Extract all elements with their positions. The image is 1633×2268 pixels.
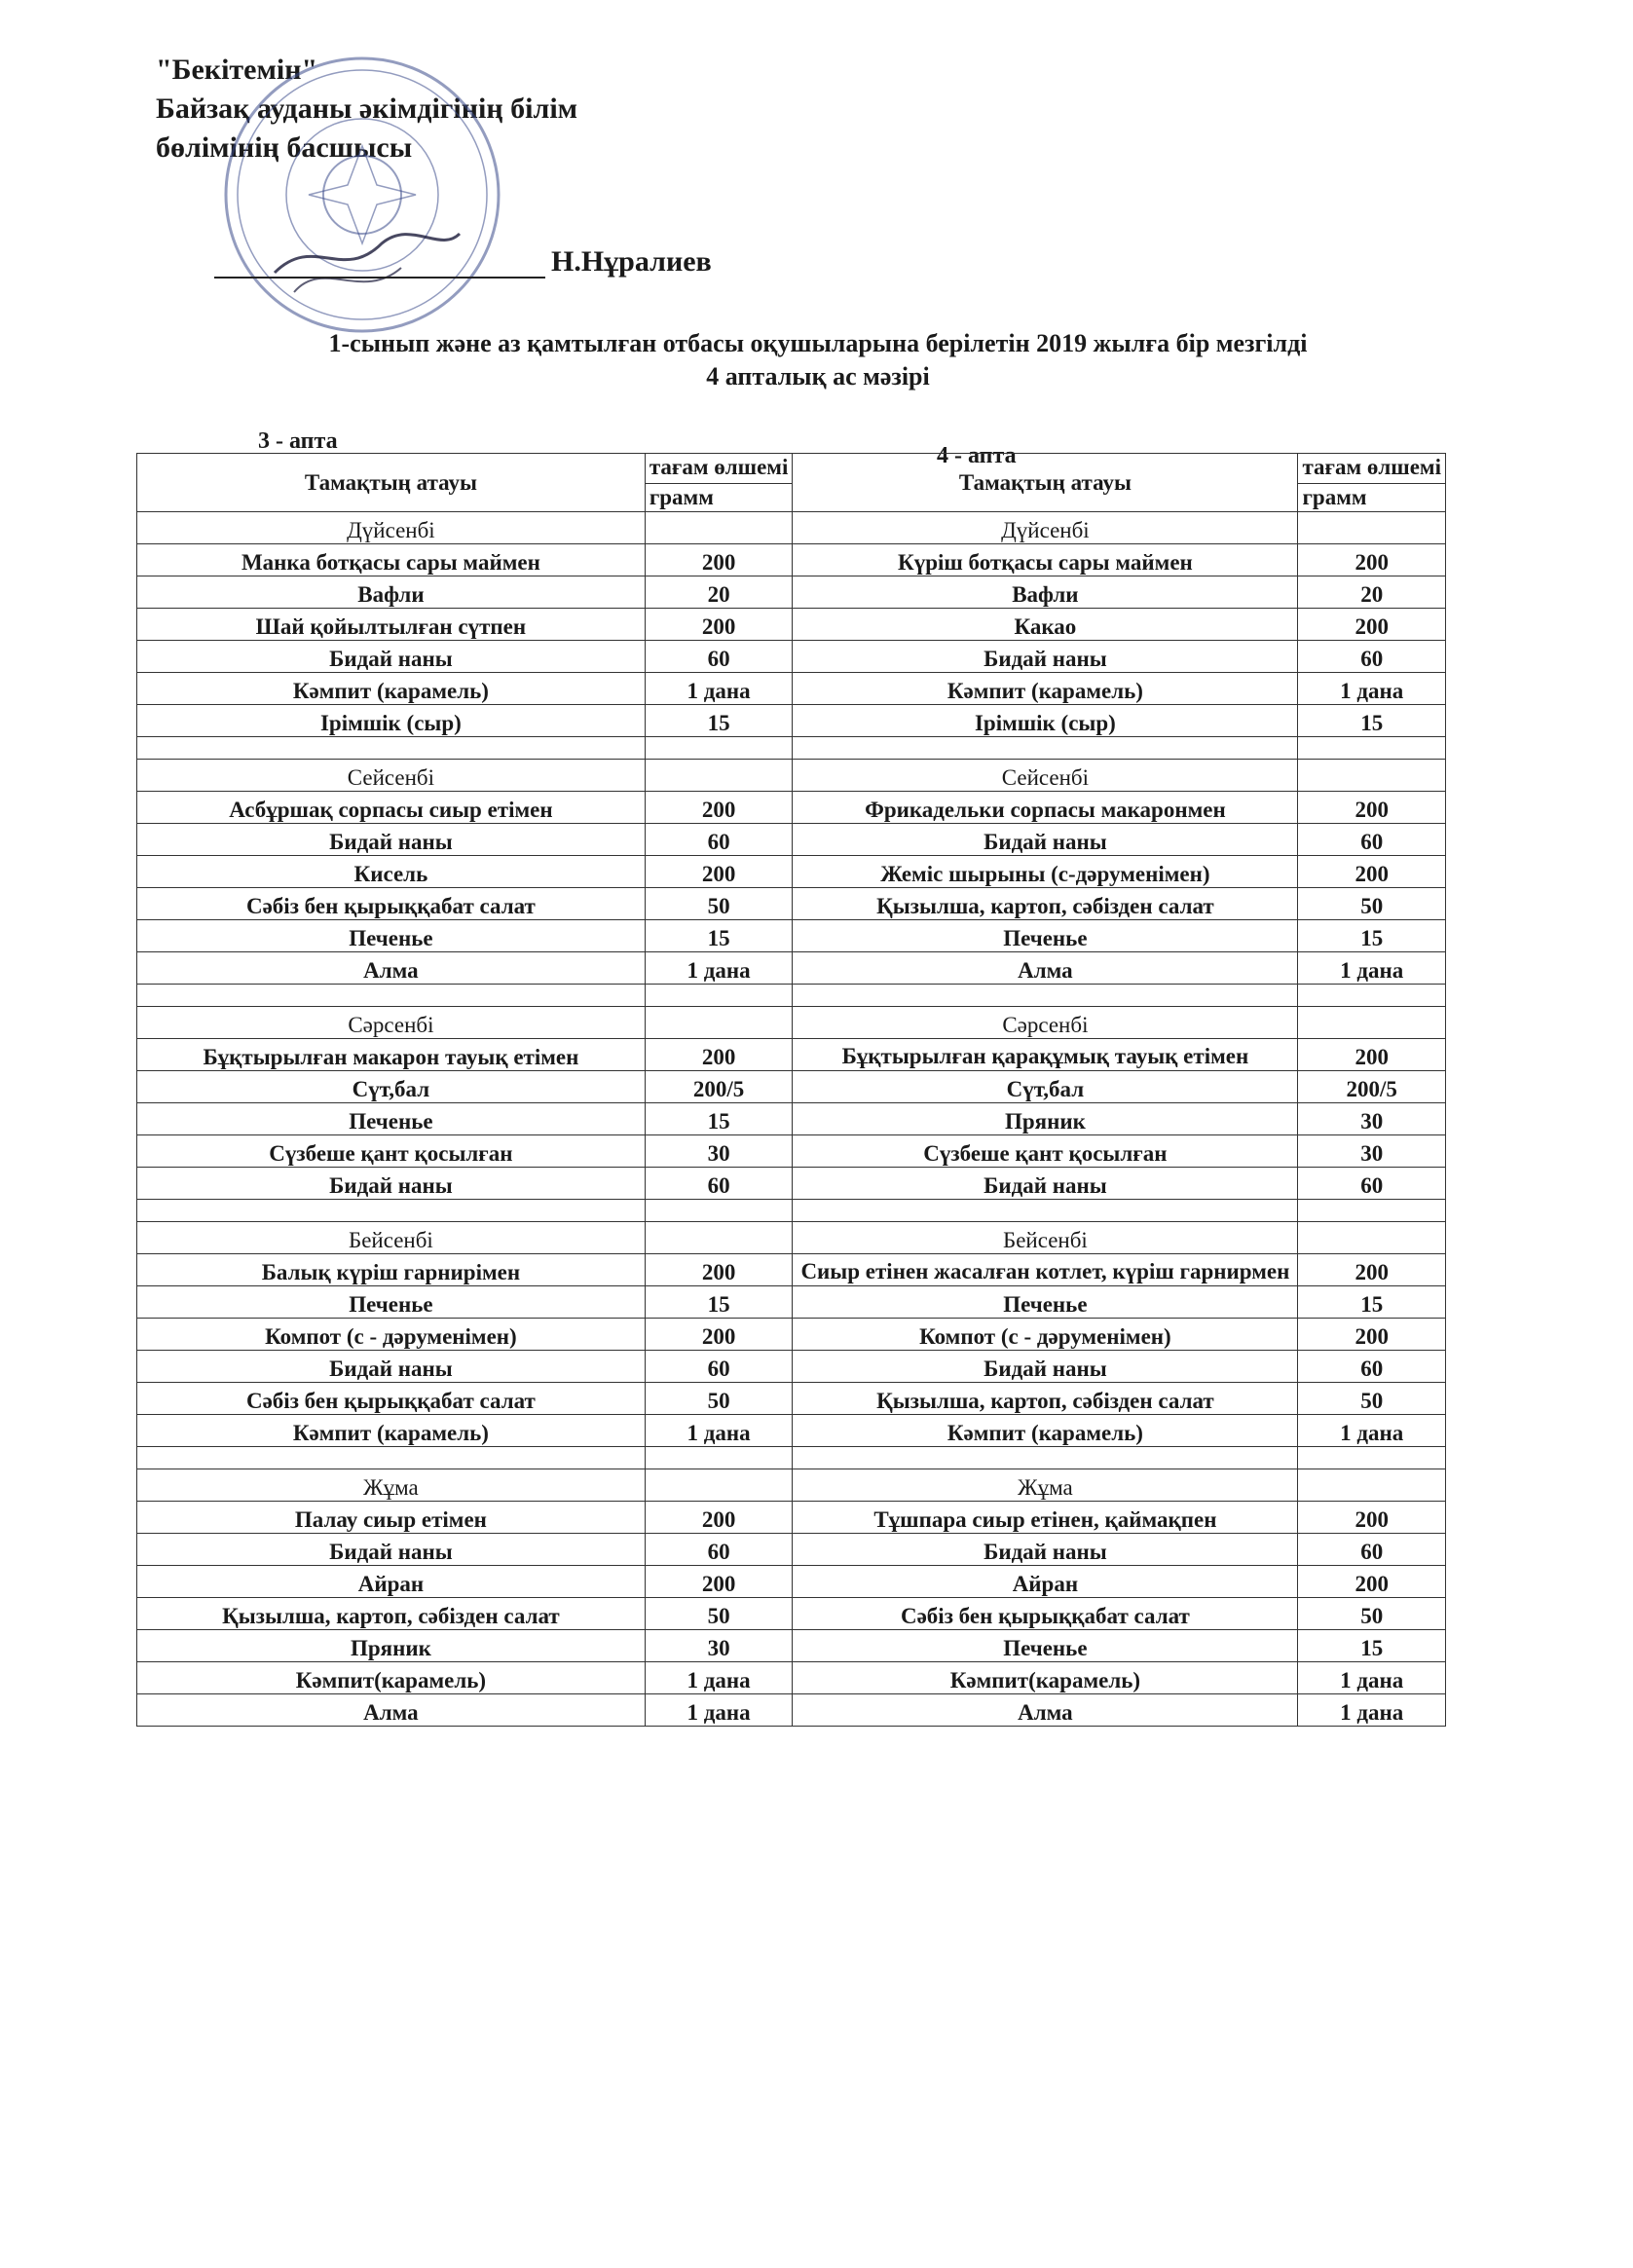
week4-dish-name: Бидай наны bbox=[793, 1351, 1298, 1383]
table-row bbox=[137, 824, 1446, 856]
empty-cell bbox=[645, 985, 793, 1007]
week3-dish-name: Сүт,бал bbox=[137, 1071, 646, 1103]
week3-dish-qty: 15 bbox=[645, 1103, 793, 1135]
signature-row bbox=[214, 245, 712, 279]
table-row bbox=[137, 1351, 1446, 1383]
week3-dish-qty: 15 bbox=[645, 1286, 793, 1319]
empty-cell bbox=[645, 512, 793, 544]
table-row bbox=[137, 1319, 1446, 1351]
official-seal-stamp bbox=[216, 49, 508, 341]
week3-dish-name: Шай қойылтылған сүтпен bbox=[137, 609, 646, 641]
spacer-row bbox=[137, 1447, 1446, 1469]
week4-dish-qty: 1 дана bbox=[1298, 673, 1446, 705]
week4-dish-name: Қызылша, картоп, сәбізден салат bbox=[793, 888, 1298, 920]
table-row bbox=[137, 1415, 1446, 1447]
week3-dish-name: Кисель bbox=[137, 856, 646, 888]
empty-cell bbox=[793, 1447, 1298, 1469]
week3-dish-qty: 20 bbox=[645, 576, 793, 609]
week4-dish-qty: 200 bbox=[1298, 1502, 1446, 1534]
week4-dish-name: Печенье bbox=[793, 1286, 1298, 1319]
empty-cell bbox=[1298, 1447, 1446, 1469]
week4-dish-qty: 50 bbox=[1298, 888, 1446, 920]
week4-label: 4 - апта bbox=[937, 443, 1017, 468]
week4-dish-name: Бұқтырылған қарақұмық тауық етімен bbox=[793, 1039, 1298, 1071]
week4-dish-name: Жеміс шырыны (с-дәруменімен) bbox=[793, 856, 1298, 888]
column-header-qty-unit: грамм bbox=[1298, 483, 1445, 511]
week4-dish-name: Компот (с - дәруменімен) bbox=[793, 1319, 1298, 1351]
week3-dish-qty: 30 bbox=[645, 1630, 793, 1662]
week4-dish-qty: 200/5 bbox=[1298, 1071, 1446, 1103]
empty-cell bbox=[645, 1007, 793, 1039]
spacer-row bbox=[137, 1200, 1446, 1222]
week3-dish-name: Балық күріш гарнирімен bbox=[137, 1254, 646, 1286]
week4-dish-name: Бидай наны bbox=[793, 824, 1298, 856]
week3-dish-qty: 50 bbox=[645, 1383, 793, 1415]
table-row bbox=[137, 1694, 1446, 1727]
week4-dish-qty: 1 дана bbox=[1298, 1694, 1446, 1727]
week3-dish-name: Печенье bbox=[137, 1286, 646, 1319]
week4-dish-qty: 1 дана bbox=[1298, 1415, 1446, 1447]
column-header-qty-label: тағам өлшемі bbox=[1302, 455, 1441, 479]
week4-dish-name: Бидай наны bbox=[793, 1534, 1298, 1566]
week3-dish-name: Вафли bbox=[137, 576, 646, 609]
week4-dish-qty: 60 bbox=[1298, 641, 1446, 673]
week3-dish-qty: 15 bbox=[645, 920, 793, 952]
table-row bbox=[137, 952, 1446, 985]
table-row bbox=[137, 576, 1446, 609]
week4-day-name: Бейсенбі bbox=[793, 1222, 1298, 1254]
column-header-name: Тамақтың атауы bbox=[137, 454, 646, 512]
week4-dish-name: Фрикадельки сорпасы макаронмен bbox=[793, 792, 1298, 824]
week3-dish-name: Манка ботқасы сары маймен bbox=[137, 544, 646, 576]
week4-dish-qty: 200 bbox=[1298, 1254, 1446, 1286]
week4-dish-qty: 50 bbox=[1298, 1598, 1446, 1630]
empty-cell bbox=[1298, 737, 1446, 760]
day-header-row bbox=[137, 1007, 1446, 1039]
week4-dish-name: Күріш ботқасы сары маймен bbox=[793, 544, 1298, 576]
day-header-row bbox=[137, 512, 1446, 544]
week3-dish-qty: 1 дана bbox=[645, 1662, 793, 1694]
table-row bbox=[137, 1630, 1446, 1662]
empty-cell bbox=[793, 737, 1298, 760]
week4-dish-name: Сүзбеше қант қосылған bbox=[793, 1135, 1298, 1168]
week4-dish-qty: 20 bbox=[1298, 576, 1446, 609]
week4-day-name: Жұма bbox=[793, 1469, 1298, 1502]
table-row bbox=[137, 1039, 1446, 1071]
week3-dish-qty: 1 дана bbox=[645, 952, 793, 985]
week4-dish-name: Сүт,бал bbox=[793, 1071, 1298, 1103]
table-row bbox=[137, 705, 1446, 737]
week4-dish-qty: 60 bbox=[1298, 1351, 1446, 1383]
empty-cell bbox=[1298, 1200, 1446, 1222]
document-title: 1-сынып және аз қамтылған отбасы оқушыларына берілетін 2019 жылға бір мезгілді bbox=[328, 329, 1308, 357]
menu-table bbox=[136, 453, 1446, 1727]
week3-dish-qty: 15 bbox=[645, 705, 793, 737]
table-row bbox=[137, 1135, 1446, 1168]
week3-dish-qty: 200/5 bbox=[645, 1071, 793, 1103]
week3-dish-name: Печенье bbox=[137, 920, 646, 952]
empty-cell bbox=[645, 1200, 793, 1222]
week3-dish-qty: 1 дана bbox=[645, 673, 793, 705]
week3-dish-qty: 60 bbox=[645, 1168, 793, 1200]
spacer-row bbox=[137, 737, 1446, 760]
week4-dish-qty: 1 дана bbox=[1298, 952, 1446, 985]
week4-dish-qty: 1 дана bbox=[1298, 1662, 1446, 1694]
table-row bbox=[137, 1566, 1446, 1598]
approve-line-3: бөлімінің басшысы bbox=[156, 131, 413, 164]
week3-dish-name: Бұқтырылған макарон тауық етімен bbox=[137, 1039, 646, 1071]
column-header-name: Тамақтың атауы bbox=[793, 454, 1298, 512]
week4-dish-name: Кәмпит(карамель) bbox=[793, 1662, 1298, 1694]
table-row bbox=[137, 1103, 1446, 1135]
week3-day-name: Бейсенбі bbox=[137, 1222, 646, 1254]
empty-cell bbox=[137, 1200, 646, 1222]
week4-dish-qty: 50 bbox=[1298, 1383, 1446, 1415]
week3-dish-name: Сәбіз бен қырыққабат салат bbox=[137, 888, 646, 920]
week3-dish-name: Ірімшік (сыр) bbox=[137, 705, 646, 737]
signature-line bbox=[214, 251, 545, 279]
week3-dish-name: Кәмпит(карамель) bbox=[137, 1662, 646, 1694]
column-header-qty bbox=[645, 454, 793, 512]
table-row bbox=[137, 1662, 1446, 1694]
week4-dish-name: Печенье bbox=[793, 1630, 1298, 1662]
week4-dish-name: Вафли bbox=[793, 576, 1298, 609]
empty-cell bbox=[645, 1469, 793, 1502]
table-row bbox=[137, 609, 1446, 641]
week3-dish-qty: 60 bbox=[645, 1351, 793, 1383]
table-row bbox=[137, 792, 1446, 824]
week4-dish-name: Бидай наны bbox=[793, 641, 1298, 673]
approve-line-1: "Бекітемін" bbox=[156, 54, 318, 86]
table-row bbox=[137, 1598, 1446, 1630]
week4-dish-qty: 200 bbox=[1298, 792, 1446, 824]
week4-dish-qty: 200 bbox=[1298, 1566, 1446, 1598]
empty-cell bbox=[137, 985, 646, 1007]
empty-cell bbox=[793, 1200, 1298, 1222]
empty-cell bbox=[1298, 1469, 1446, 1502]
week4-dish-name: Тұшпара сиыр етінен, қаймақпен bbox=[793, 1502, 1298, 1534]
week3-day-name: Сәрсенбі bbox=[137, 1007, 646, 1039]
week3-dish-name: Бидай наны bbox=[137, 641, 646, 673]
week3-dish-qty: 200 bbox=[645, 544, 793, 576]
week4-dish-qty: 200 bbox=[1298, 544, 1446, 576]
week3-dish-name: Алма bbox=[137, 952, 646, 985]
week3-dish-qty: 200 bbox=[645, 1254, 793, 1286]
table-row bbox=[137, 1071, 1446, 1103]
week4-dish-qty: 15 bbox=[1298, 705, 1446, 737]
week4-dish-qty: 200 bbox=[1298, 1319, 1446, 1351]
week4-dish-name: Печенье bbox=[793, 920, 1298, 952]
week3-dish-name: Кәмпит (карамель) bbox=[137, 673, 646, 705]
week3-dish-qty: 200 bbox=[645, 609, 793, 641]
week4-day-name: Дүйсенбі bbox=[793, 512, 1298, 544]
week3-dish-qty: 60 bbox=[645, 824, 793, 856]
table-row bbox=[137, 1502, 1446, 1534]
week4-dish-name: Алма bbox=[793, 952, 1298, 985]
week3-dish-qty: 200 bbox=[645, 856, 793, 888]
week4-dish-qty: 15 bbox=[1298, 1286, 1446, 1319]
week4-dish-name: Пряник bbox=[793, 1103, 1298, 1135]
week3-dish-name: Қызылша, картоп, сәбізден салат bbox=[137, 1598, 646, 1630]
week3-dish-name: Алма bbox=[137, 1694, 646, 1727]
empty-cell bbox=[645, 1447, 793, 1469]
week3-dish-qty: 1 дана bbox=[645, 1415, 793, 1447]
table-row bbox=[137, 673, 1446, 705]
week3-dish-name: Айран bbox=[137, 1566, 646, 1598]
week4-dish-name: Какао bbox=[793, 609, 1298, 641]
week4-dish-name: Сәбіз бен қырыққабат салат bbox=[793, 1598, 1298, 1630]
empty-cell bbox=[645, 760, 793, 792]
empty-cell bbox=[645, 737, 793, 760]
week3-dish-qty: 1 дана bbox=[645, 1694, 793, 1727]
table-row bbox=[137, 920, 1446, 952]
week4-dish-name: Кәмпит (карамель) bbox=[793, 1415, 1298, 1447]
week4-dish-name: Сиыр етінен жасалған котлет, күріш гарнирмен bbox=[793, 1254, 1298, 1286]
empty-cell bbox=[137, 1447, 646, 1469]
table-row bbox=[137, 888, 1446, 920]
day-header-row bbox=[137, 760, 1446, 792]
week4-dish-qty: 200 bbox=[1298, 609, 1446, 641]
week3-dish-name: Компот (с - дәруменімен) bbox=[137, 1319, 646, 1351]
week4-dish-qty: 30 bbox=[1298, 1103, 1446, 1135]
week3-dish-qty: 200 bbox=[645, 1319, 793, 1351]
column-header-qty-label: тағам өлшемі bbox=[649, 455, 789, 479]
week3-dish-qty: 60 bbox=[645, 641, 793, 673]
week3-dish-name: Палау сиыр етімен bbox=[137, 1502, 646, 1534]
week3-dish-name: Асбұршақ сорпасы сиыр етімен bbox=[137, 792, 646, 824]
week3-dish-name: Бидай наны bbox=[137, 1351, 646, 1383]
week4-dish-qty: 15 bbox=[1298, 920, 1446, 952]
week3-dish-name: Бидай наны bbox=[137, 1534, 646, 1566]
week3-label: 3 - апта bbox=[258, 428, 338, 454]
week3-dish-name: Печенье bbox=[137, 1103, 646, 1135]
empty-cell bbox=[1298, 1007, 1446, 1039]
week4-day-name: Сәрсенбі bbox=[793, 1007, 1298, 1039]
week3-dish-qty: 200 bbox=[645, 1566, 793, 1598]
week4-dish-qty: 60 bbox=[1298, 1168, 1446, 1200]
table-row bbox=[137, 1168, 1446, 1200]
week4-day-name: Сейсенбі bbox=[793, 760, 1298, 792]
empty-cell bbox=[1298, 512, 1446, 544]
week4-dish-qty: 60 bbox=[1298, 1534, 1446, 1566]
day-header-row bbox=[137, 1469, 1446, 1502]
week4-dish-name: Ірімшік (сыр) bbox=[793, 705, 1298, 737]
week4-dish-name: Қызылша, картоп, сәбізден салат bbox=[793, 1383, 1298, 1415]
table-row bbox=[137, 856, 1446, 888]
week3-dish-name: Пряник bbox=[137, 1630, 646, 1662]
empty-cell bbox=[137, 737, 646, 760]
week3-dish-name: Сүзбеше қант қосылған bbox=[137, 1135, 646, 1168]
week3-dish-name: Кәмпит (карамель) bbox=[137, 1415, 646, 1447]
week3-dish-name: Бидай наны bbox=[137, 824, 646, 856]
week3-dish-qty: 60 bbox=[645, 1534, 793, 1566]
column-header-qty-unit: грамм bbox=[646, 483, 793, 511]
week4-dish-qty: 200 bbox=[1298, 1039, 1446, 1071]
table-row bbox=[137, 544, 1446, 576]
week3-dish-qty: 200 bbox=[645, 1502, 793, 1534]
week3-dish-qty: 200 bbox=[645, 1039, 793, 1071]
week3-dish-qty: 50 bbox=[645, 888, 793, 920]
week4-dish-qty: 15 bbox=[1298, 1630, 1446, 1662]
table-row bbox=[137, 641, 1446, 673]
week4-dish-name: Кәмпит (карамель) bbox=[793, 673, 1298, 705]
table-row bbox=[137, 1286, 1446, 1319]
week3-day-name: Жұма bbox=[137, 1469, 646, 1502]
week3-day-name: Дүйсенбі bbox=[137, 512, 646, 544]
week4-dish-name: Бидай наны bbox=[793, 1168, 1298, 1200]
table-header-row bbox=[137, 454, 1446, 512]
week4-dish-name: Алма bbox=[793, 1694, 1298, 1727]
document-subtitle: 4 апталық ас мәзірі bbox=[706, 362, 930, 390]
week4-dish-qty: 200 bbox=[1298, 856, 1446, 888]
week3-dish-name: Сәбіз бен қырыққабат салат bbox=[137, 1383, 646, 1415]
week4-dish-qty: 30 bbox=[1298, 1135, 1446, 1168]
week3-dish-qty: 30 bbox=[645, 1135, 793, 1168]
week4-dish-qty: 60 bbox=[1298, 824, 1446, 856]
week3-dish-name: Бидай наны bbox=[137, 1168, 646, 1200]
week4-dish-name: Айран bbox=[793, 1566, 1298, 1598]
column-header-qty bbox=[1298, 454, 1446, 512]
week3-dish-qty: 50 bbox=[645, 1598, 793, 1630]
empty-cell bbox=[793, 985, 1298, 1007]
table-row bbox=[137, 1254, 1446, 1286]
signature-name: Н.Нұралиев bbox=[551, 245, 712, 278]
table-row bbox=[137, 1383, 1446, 1415]
empty-cell bbox=[645, 1222, 793, 1254]
empty-cell bbox=[1298, 985, 1446, 1007]
spacer-row bbox=[137, 985, 1446, 1007]
table-row bbox=[137, 1534, 1446, 1566]
day-header-row bbox=[137, 1222, 1446, 1254]
week3-day-name: Сейсенбі bbox=[137, 760, 646, 792]
week3-dish-qty: 200 bbox=[645, 792, 793, 824]
empty-cell bbox=[1298, 1222, 1446, 1254]
approve-line-2: Байзақ ауданы әкімдігінің білім bbox=[156, 93, 578, 125]
empty-cell bbox=[1298, 760, 1446, 792]
